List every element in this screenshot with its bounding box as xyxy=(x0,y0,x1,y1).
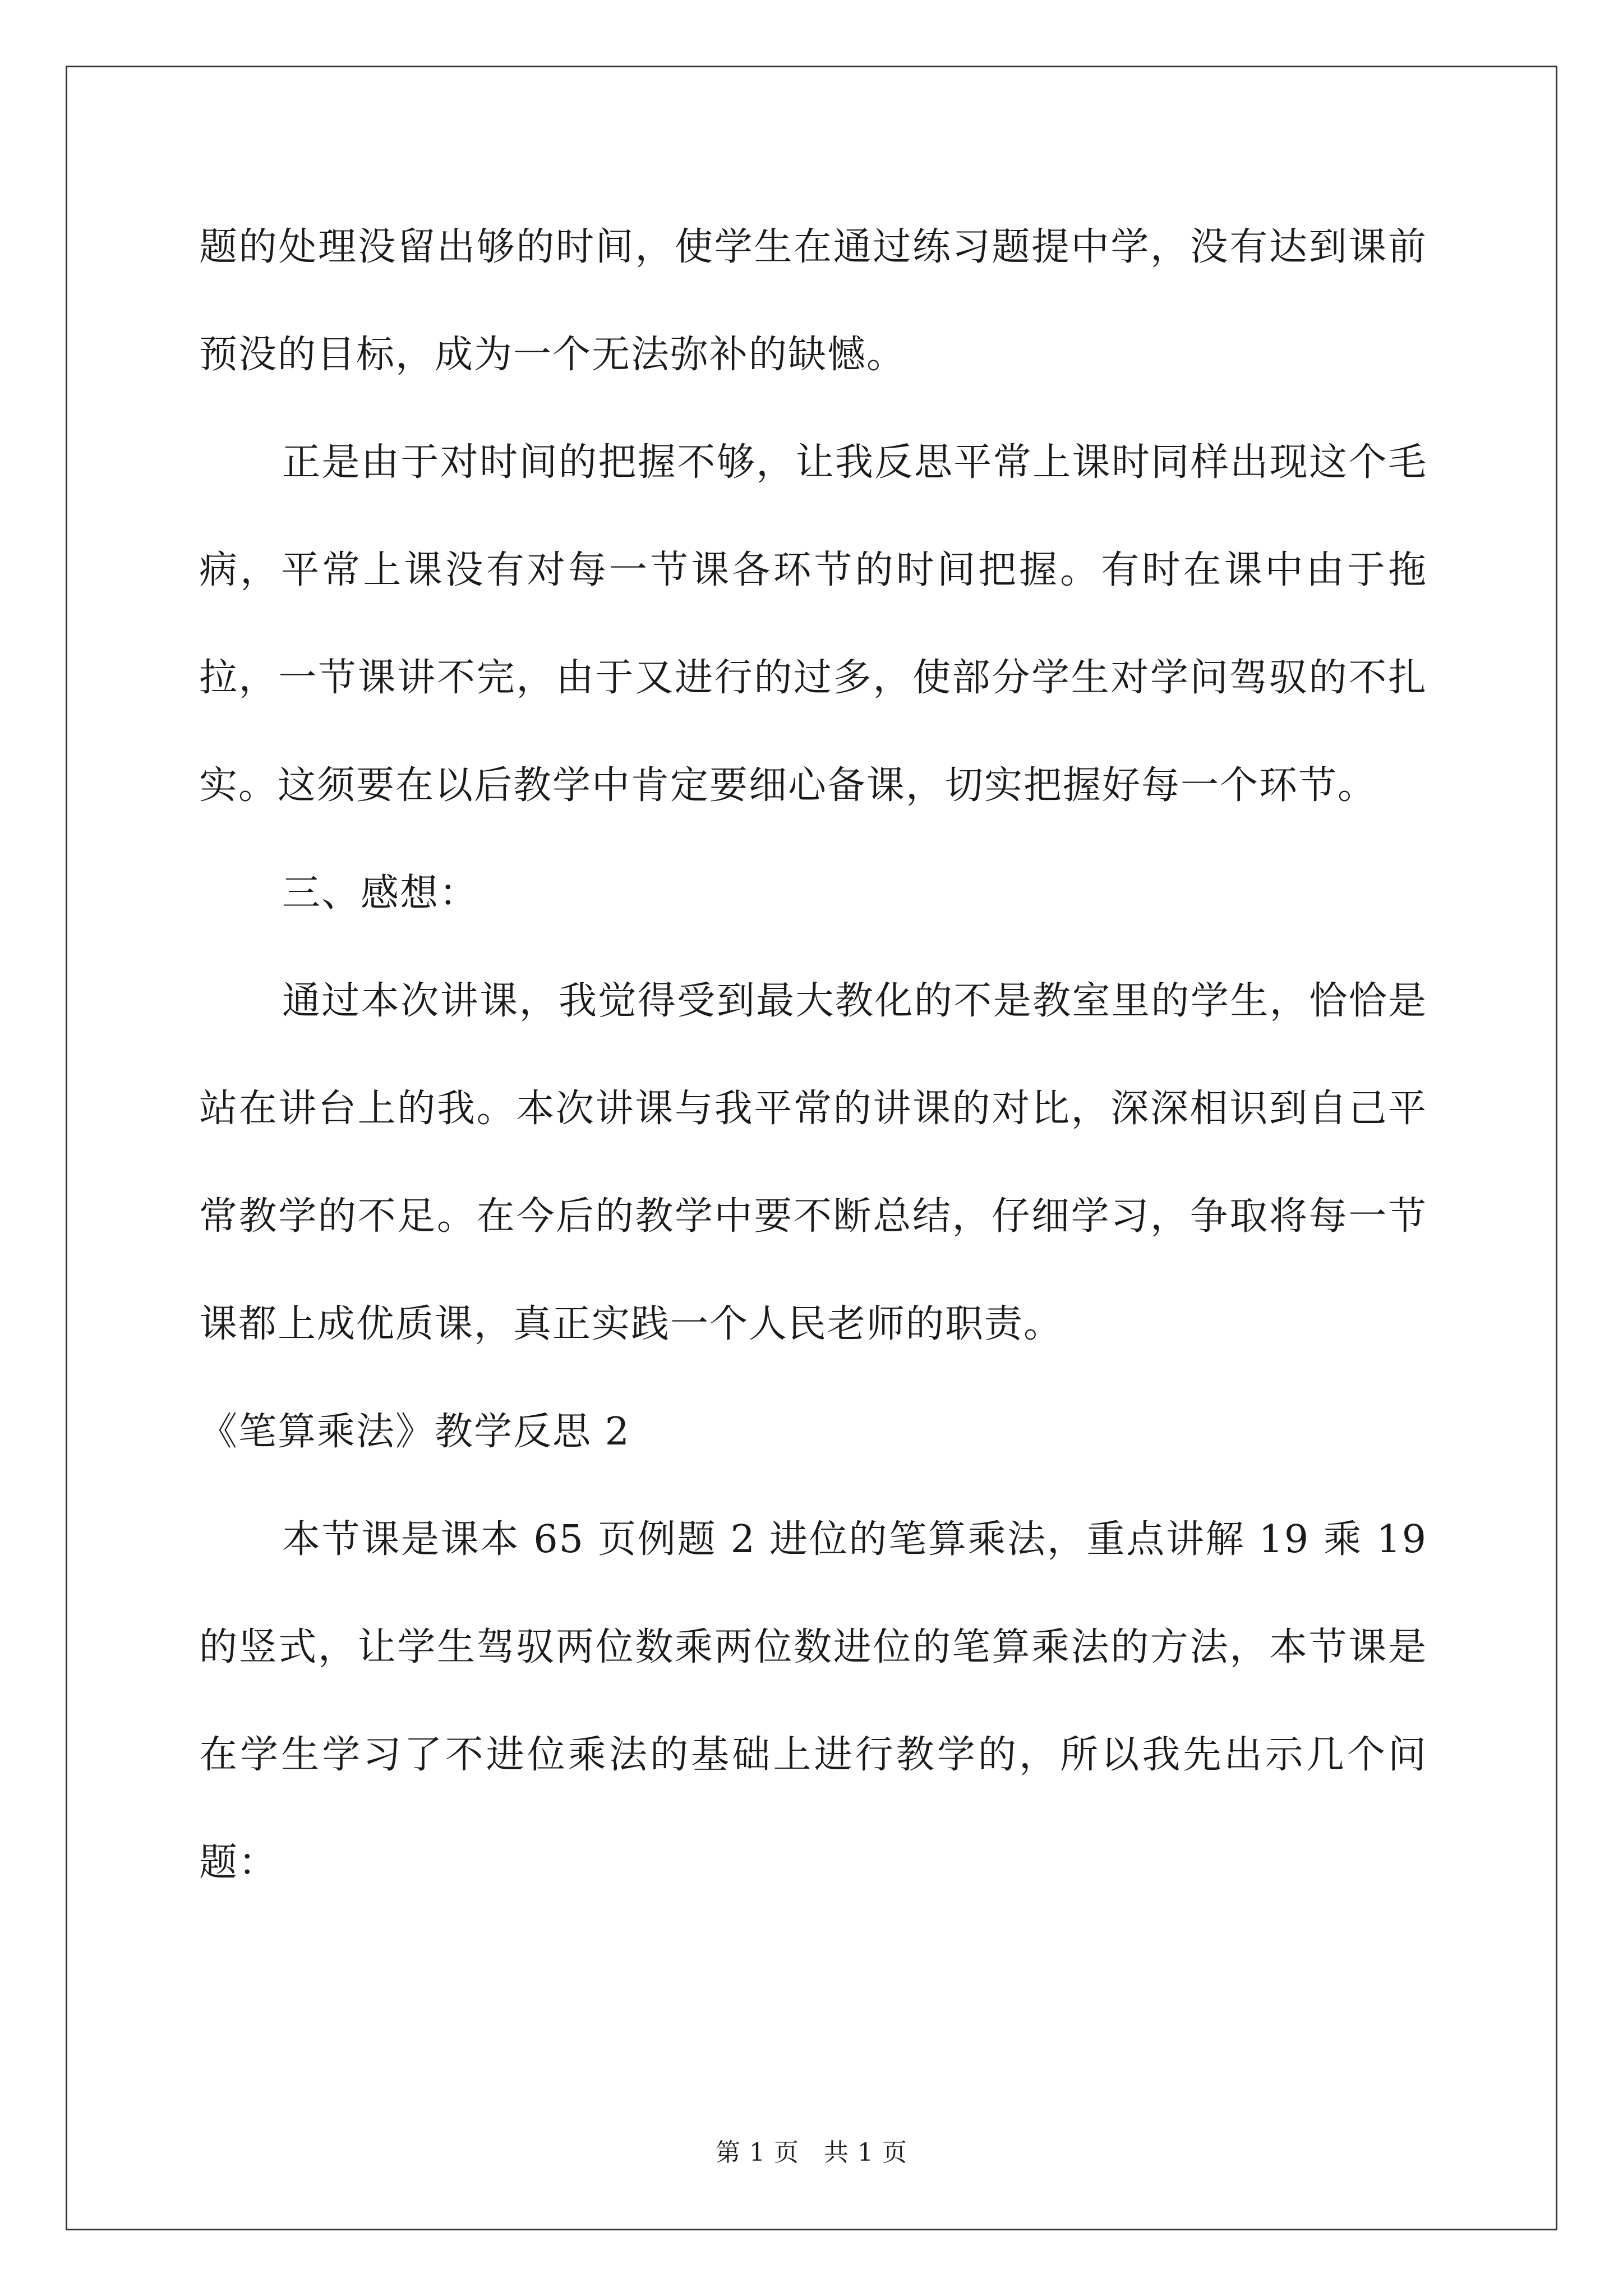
heading-reflections: 三、感想： xyxy=(282,871,479,915)
paragraph-continued: 题的处理没留出够的时间，使学生在通过练习题提中学，没有达到课前预没的目标，成为一个无法弥补的缺憾。 xyxy=(199,225,1427,377)
page-number: 第 1 页 xyxy=(716,2138,799,2167)
document-body xyxy=(199,194,1427,1917)
paragraph-reflections: 通过本次讲课，我觉得受到最大教化的不是教室里的学生，恰恰是站在讲台上的我。本次讲课与我平常的讲课的对比，深深相识到自己平常教学的不足。在今后的教学中要不断总结，仔细学习，争取将每一节课都上成优质课，真正实践一个人民老师的职责。 xyxy=(199,979,1427,1346)
section-title: 《笔算乘法》教学反思 2 xyxy=(199,1410,630,1454)
page-total: 共 1 页 xyxy=(824,2138,907,2167)
page-footer xyxy=(0,2136,1623,2170)
paragraph-lesson-intro: 本节课是课本 65 页例题 2 进位的笔算乘法，重点讲解 19 乘 19 的竖式，让学生驾驭两位数乘两位数进位的笔算乘法的方法，本节课是在学生学习了不进位乘法的基础上进行教学的，所以我先出示几个问题： xyxy=(199,1517,1427,1885)
paragraph-time-management: 正是由于对时间的把握不够，让我反思平常上课时同样出现这个毛病，平常上课没有对每一节课各环节的时间把握。有时在课中由于拖拉，一节课讲不完，由于又进行的过多，使部分学生对学问驾驭的不扎实。这须要在以后教学中肯定要细心备课，切实把握好每一个环节。 xyxy=(199,440,1427,808)
